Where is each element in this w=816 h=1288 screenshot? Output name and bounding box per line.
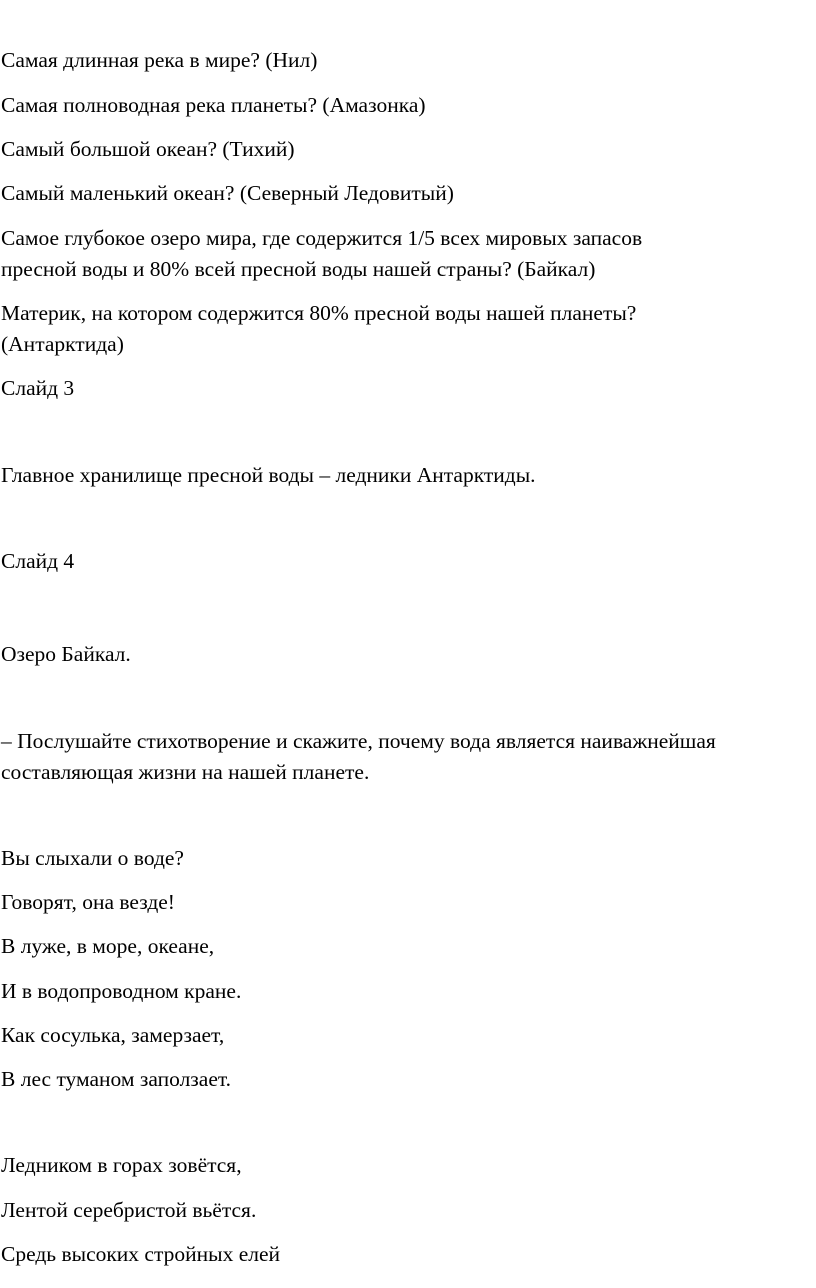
question-deepest-lake-line2: пресной воды и 80% всей пресной воды нашей страны? (Байкал) (1, 257, 596, 281)
poem-line-3: В луже, в море, океане, (1, 934, 215, 958)
poem-line-5: Как сосулька, замерзает, (1, 1023, 225, 1047)
question-continent-line1: Материк, на котором содержится 80% пресной воды нашей планеты? (1, 301, 637, 325)
poem-line-6: В лес туманом заползает. (1, 1067, 232, 1091)
slide4-text: Озеро Байкал. (1, 642, 131, 666)
slide4-heading: Слайд 4 (1, 549, 75, 573)
poem-line-1: Вы слыхали о воде? (1, 846, 184, 870)
slide3-heading: Слайд 3 (1, 376, 75, 400)
question-deepest-lake-line1: Самое глубокое озеро мира, где содержится 1/5 всех мировых запасов (1, 226, 643, 250)
poem-line-7: Ледником в горах зовётся, (1, 1153, 242, 1177)
question-continent-line2: (Антарктида) (1, 332, 124, 356)
question-fullest-river: Самая полноводная река планеты? (Амазонка) (1, 93, 426, 117)
poem-line-9: Средь высоких стройных елей (1, 1242, 281, 1266)
question-largest-ocean: Самый большой океан? (Тихий) (1, 137, 295, 161)
prompt-line1: – Послушайте стихотворение и скажите, почему вода является наиважнейшая (1, 729, 716, 753)
question-longest-river: Самая длинная река в мире? (Нил) (1, 48, 318, 72)
slide3-text: Главное хранилище пресной воды – ледники Антарктиды. (1, 463, 536, 487)
poem-line-4: И в водопроводном кране. (1, 979, 242, 1003)
poem-line-2: Говорят, она везде! (1, 890, 175, 914)
poem-line-8: Лентой серебристой вьётся. (1, 1198, 257, 1222)
prompt-line2: составляющая жизни на нашей планете. (1, 760, 370, 784)
question-smallest-ocean: Самый маленький океан? (Северный Ледовитый) (1, 181, 454, 205)
